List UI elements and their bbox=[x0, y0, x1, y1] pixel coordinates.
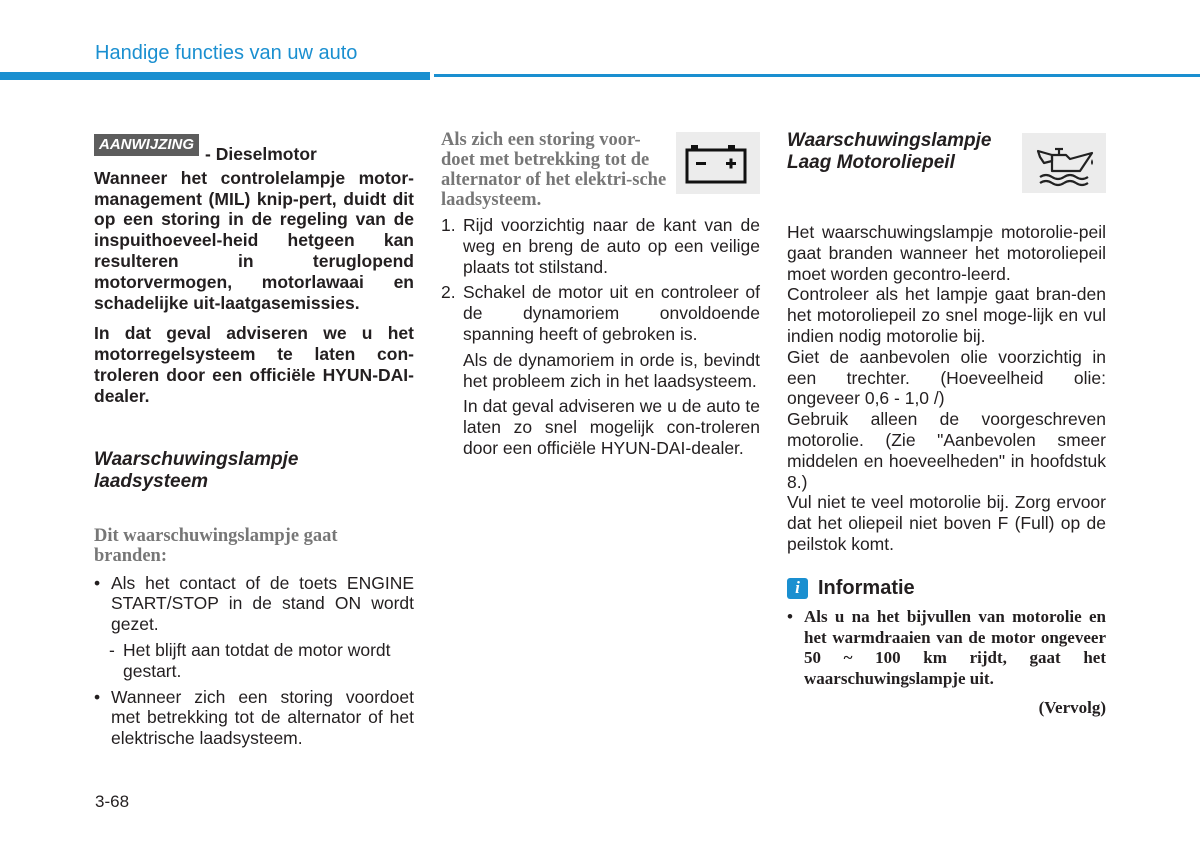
oil-paragraph-2: Controleer als het lampje gaat bran-den het motoroliepeil zo snel moge-lijk en vul indien nodig motorolie bij. bbox=[787, 284, 1106, 346]
dash-marker: - bbox=[109, 639, 115, 660]
header-rule-thick bbox=[0, 72, 430, 80]
note-badge: AANWIJZING bbox=[94, 134, 199, 156]
step-1-text: Rijd voorzichtig naar de kant van de weg en breng de auto op een veilige plaats tot stilstand. bbox=[463, 215, 760, 277]
oil-paragraph-1: Het waarschuwingslampje motorolie-peil gaat branden wanneer het motoroliepeil moet worden gecontro-leerd. bbox=[787, 222, 1106, 284]
continued-label: (Vervolg) bbox=[1038, 697, 1106, 717]
step-2 bbox=[441, 282, 760, 344]
page-header-title: Handige functies van uw auto bbox=[95, 42, 358, 64]
note-suffix: - Dieselmotor bbox=[205, 144, 317, 164]
section-title-oil-level: Waarschuwingslampje Laag Motoroliepeil bbox=[787, 130, 992, 173]
right-column bbox=[787, 130, 1106, 719]
info-bullet: • Als u na het bijvullen van motorolie en het warmdraaien van de motor ongeveer 50 ~ 100 km rijdt, gaat het waarschuwingslampje uit. bbox=[787, 607, 1106, 690]
page-number: 3-68 bbox=[95, 792, 130, 811]
bullet-alternator-fault: • Wanneer zich een storing voordoet met betrekking tot de alternator of het elektrische laadsysteem. bbox=[94, 687, 414, 749]
info-heading bbox=[787, 578, 1106, 599]
info-title: Informatie bbox=[818, 576, 915, 599]
step-2-paragraph-2: Als de dynamoriem in orde is, bevindt het probleem zich in het laadsysteem. bbox=[463, 349, 760, 391]
subtitle-turns-on: Dit waarschuwingslampje gaat branden: bbox=[94, 525, 338, 566]
bullet-ignition-on: • Als het contact of de toets ENGINE START/STOP in de stand ON wordt gezet. bbox=[94, 573, 414, 635]
bullet-sub-text: Het blijft aan totdat de motor wordt gestart. bbox=[123, 639, 391, 681]
left-column bbox=[94, 130, 414, 749]
oil-paragraph-5: Vul niet te veel motorolie bij. Zorg ervoor dat het oliepeil niet boven F (Full) op de peilstok komt. bbox=[787, 492, 1106, 554]
step-2-paragraph-3: In dat geval adviseren we u de auto te laten zo snel mogelijk con-troleren door een officiële HYUN-DAI-dealer. bbox=[463, 396, 760, 458]
header-rule-thin bbox=[434, 74, 1200, 77]
bullet-ignition-on-sub bbox=[94, 640, 414, 682]
oil-pressure-warning-icon bbox=[1022, 133, 1106, 193]
battery-warning-icon bbox=[676, 132, 760, 194]
section-title-charging: Waarschuwingslampje laadsysteem bbox=[94, 448, 299, 492]
step-1-number: 1. bbox=[441, 215, 456, 235]
note-paragraph-2: In dat geval adviseren we u het motorregelsysteem te laten con-troleren door een officiële HYUN-DAI-dealer. bbox=[94, 323, 414, 406]
step-2-number: 2. bbox=[441, 282, 456, 303]
note-paragraph-1: Wanneer het controlelampje motor-management (MIL) knip-pert, duidt dit op een storing in de regeling van de inspuithoeveel-heid hetgeen kan resulteren in teruglopend motorvermogen, motorlawaai en schadelijke uit-laatgasemissies. bbox=[94, 167, 414, 313]
note-heading bbox=[94, 134, 414, 165]
subtitle-fault: Als zich een storing voor-doet met betrekking tot de alternator of het elektri-sche laadsysteem. bbox=[441, 130, 667, 210]
info-icon: i bbox=[787, 578, 808, 599]
step-2-text: Schakel de motor uit en controleer of de dynamoriem onvoldoende spanning heeft of gebroken is. bbox=[463, 282, 760, 344]
oil-paragraph-4: Gebruik alleen de voorgeschreven motorolie. (Zie "Aanbevolen smeer middelen en hoeveelheden" in hoofdstuk 8.) bbox=[787, 409, 1106, 492]
step-1 bbox=[441, 215, 760, 277]
oil-paragraph-3: Giet de aanbevolen olie voorzichtig in een trechter. (Hoeveelheid olie: ongeveer 0,6 - 1,0 /) bbox=[787, 346, 1106, 409]
